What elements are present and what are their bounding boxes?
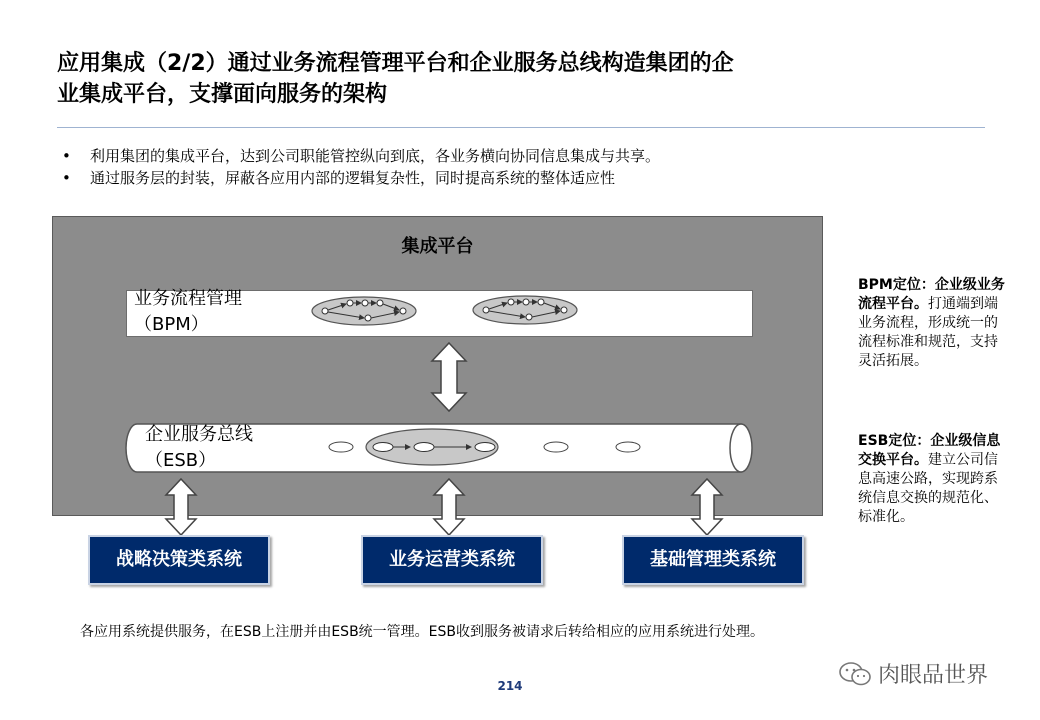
double-arrow-icon — [432, 343, 466, 411]
bpm-positioning-note — [858, 276, 1008, 371]
watermark-text: 肉眼品世界 — [878, 663, 989, 688]
wechat-icon — [838, 661, 872, 687]
bpm-label-line2: （BPM） — [134, 314, 209, 335]
double-arrow-icon — [166, 479, 196, 535]
esb-label-line1: 企业服务总线 — [145, 424, 253, 445]
bpm-note-heading: BPM定位：企业级业务流程平台。 — [858, 277, 1005, 312]
bullet-text: 通过服务层的封装，屏蔽各应用内部的逻辑复杂性，同时提高系统的整体适应性 — [90, 169, 616, 187]
footnote: 各应用系统提供服务，在ESB上注册并由ESB统一管理。ESB收到服务被请求后转给相应的应用系统进行处理。 — [80, 624, 765, 640]
foundation-management-systems-box: 基础管理类系统 — [622, 535, 804, 585]
bullet-marker: • — [62, 169, 71, 187]
bpm-note-text: 打通端到端业务流程，形成统一的流程标准和规范，支持灵活拓展。 — [858, 296, 998, 369]
double-arrow-icon — [434, 479, 464, 535]
bpm-process-flow-icon — [312, 297, 416, 325]
watermark — [838, 658, 988, 689]
esb-note-heading: ESB定位：企业级信息交换平台。 — [858, 433, 1001, 468]
esb-label-line2: （ESB） — [145, 450, 217, 471]
business-operation-systems-box: 业务运营类系统 — [361, 535, 543, 585]
bpm-process-flow-icon — [473, 296, 577, 324]
page-title-line2: 业集成平台，支撑面向服务的架构 — [57, 82, 388, 107]
bullet-marker: • — [62, 147, 71, 165]
bullet-text: 利用集团的集成平台，达到公司职能管控纵向到底，各业务横向协同信息集成与共享。 — [90, 147, 661, 165]
bpm-label-line1: 业务流程管理 — [134, 288, 242, 309]
esb-positioning-note — [858, 432, 1008, 527]
page-title-line1: 应用集成（2/2）通过业务流程管理平台和企业服务总线构造集团的企 — [57, 51, 734, 76]
strategic-decision-systems-box: 战略决策类系统 — [88, 535, 270, 585]
esb-note-text: 建立公司信息高速公路，实现跨系统信息交换的规范化、标准化。 — [858, 452, 998, 525]
page-number: 214 — [497, 679, 523, 693]
panel-title: 集成平台 — [401, 236, 474, 257]
double-arrow-icon — [692, 479, 722, 535]
